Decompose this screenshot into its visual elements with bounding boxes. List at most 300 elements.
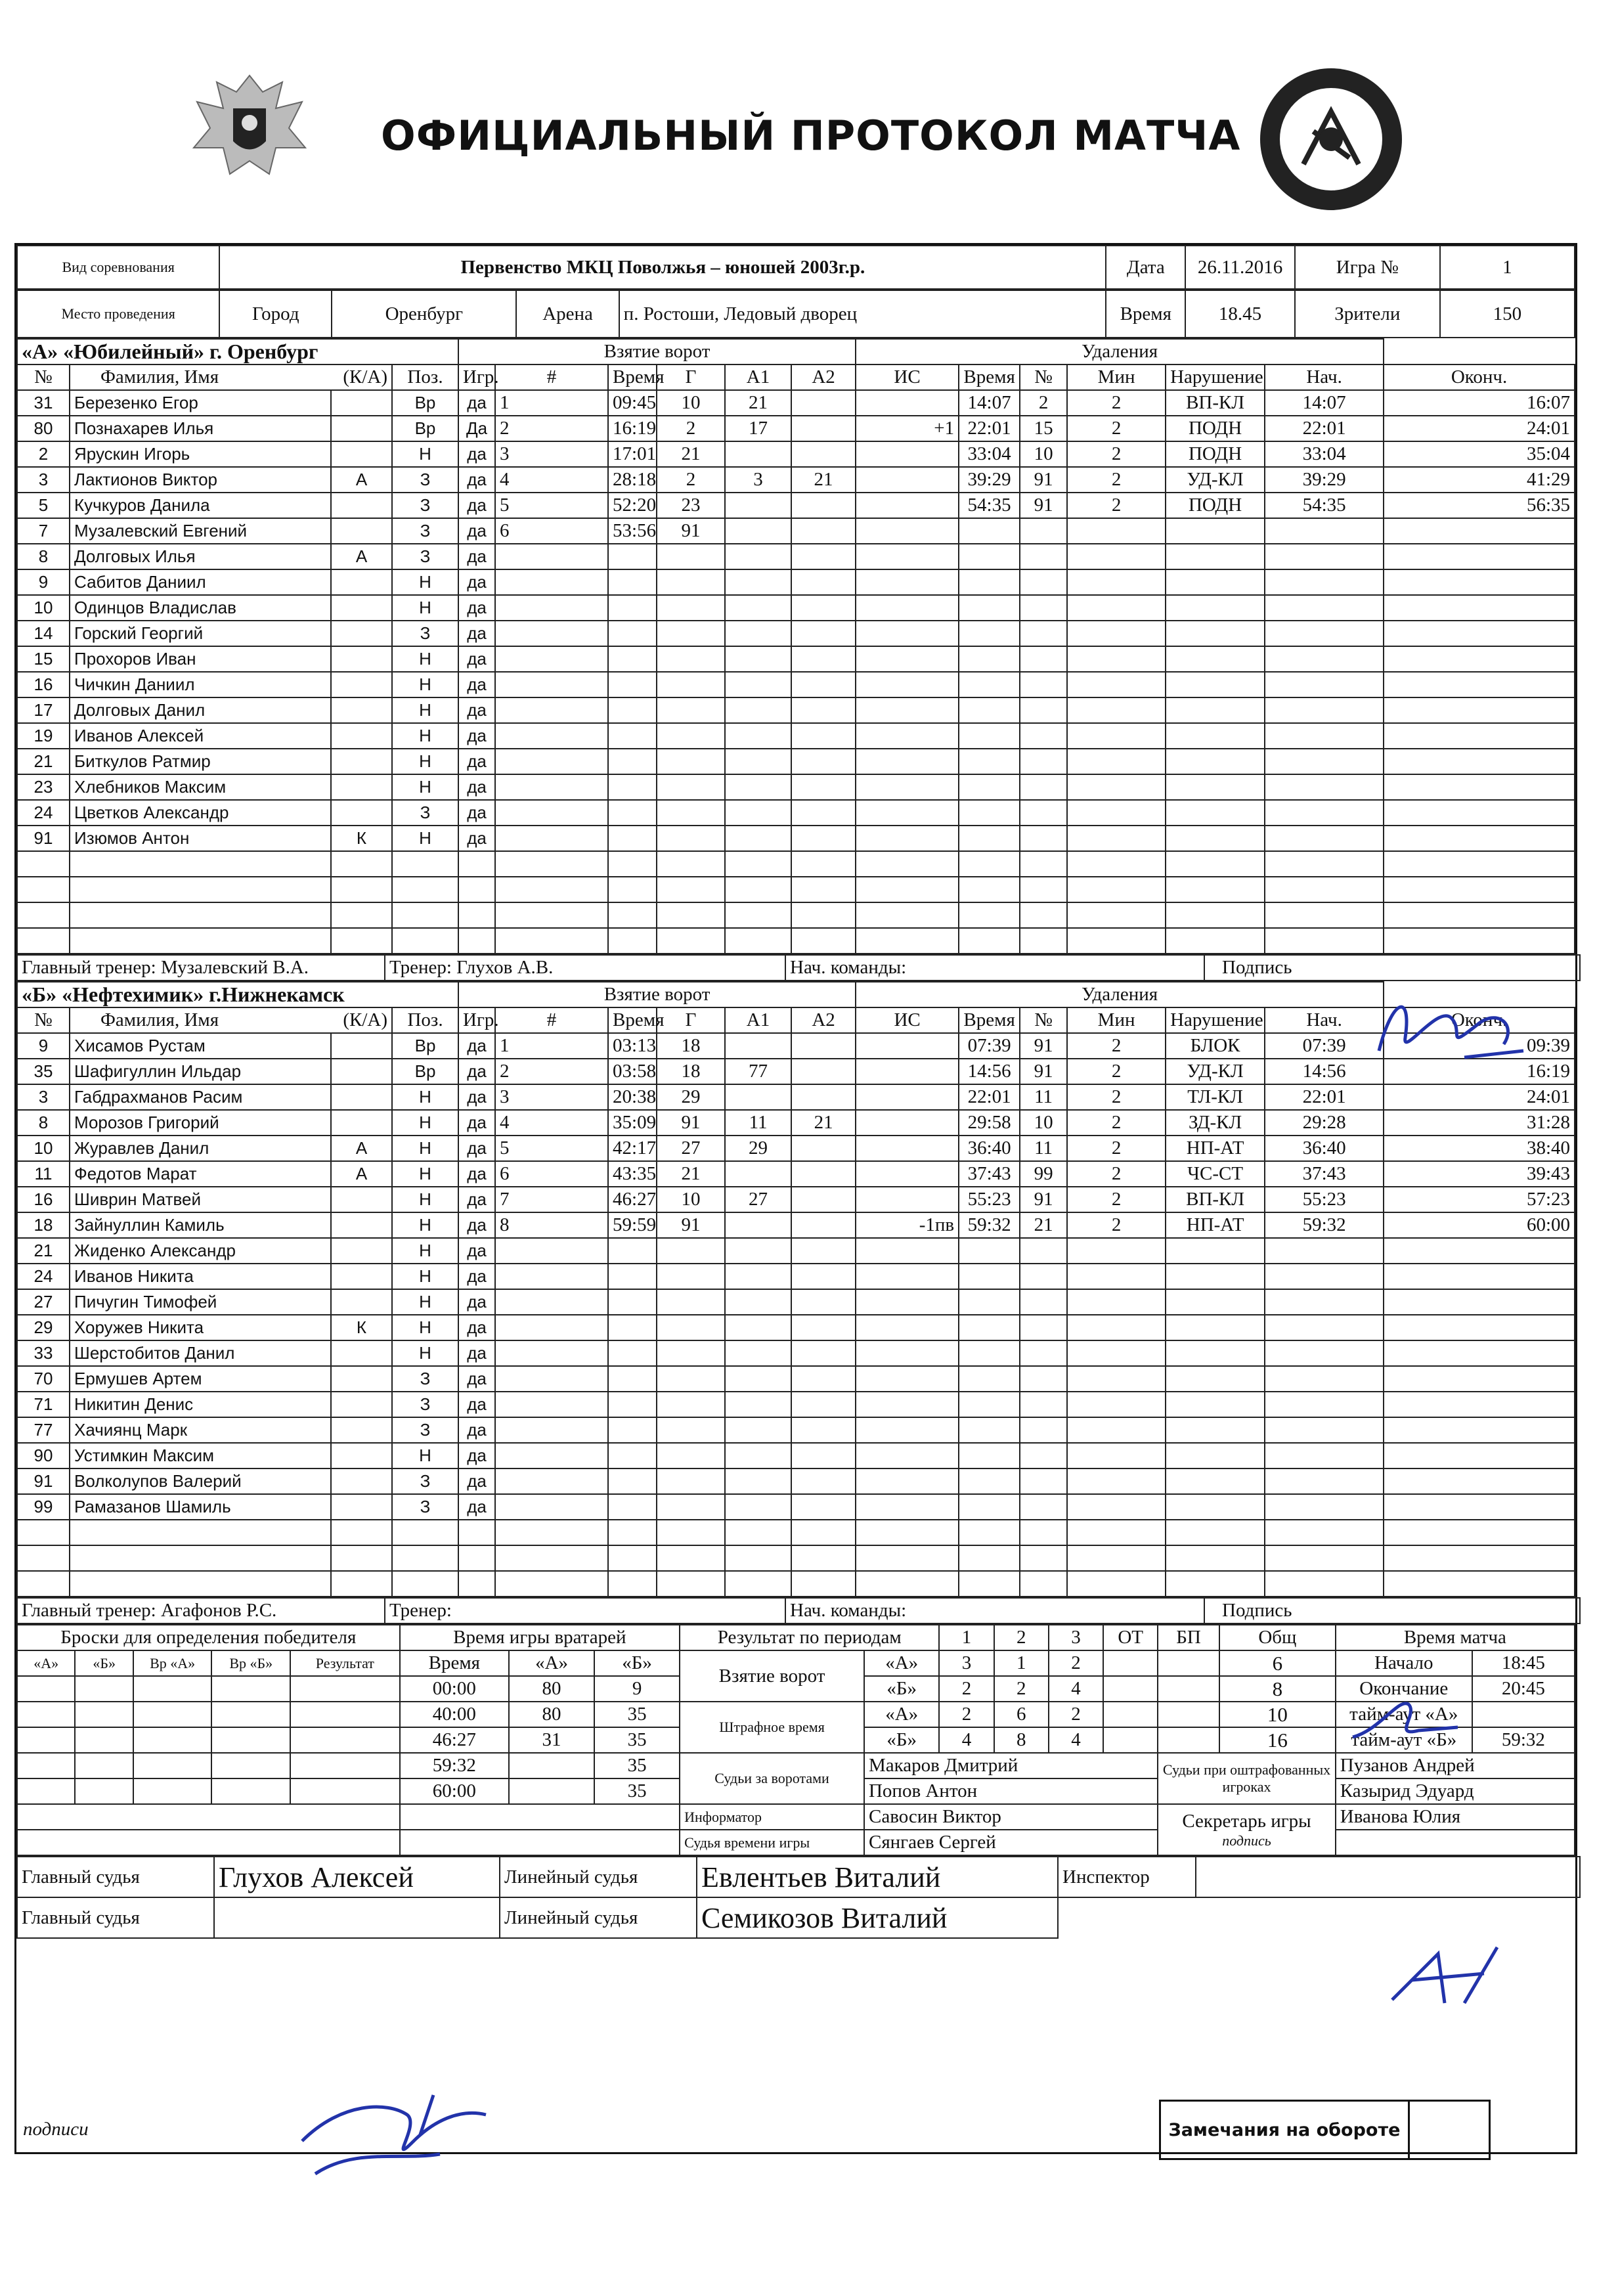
goalie-cell [400,1830,680,1855]
goalie-row-a: 80 [509,1702,594,1727]
player-number: 10 [17,1136,70,1161]
penalty-start [1265,595,1384,621]
penalty-end [1384,902,1575,928]
shootout-cell [17,1676,75,1702]
penalty-infraction [1166,1468,1265,1494]
penalty-infraction: ВП-КЛ [1166,1187,1265,1212]
table-row [17,544,1575,569]
col-header-a2: А2 [791,364,856,390]
pim-b-label: «Б» [864,1727,939,1753]
goal-time [608,1289,657,1315]
table-row [17,1136,1575,1161]
penalty-time [959,1340,1020,1366]
penalty-start: 39:29 [1265,467,1384,493]
player-position: Н [392,774,458,800]
remarks-box [1159,2100,1491,2160]
penalty-start [1265,1545,1384,1571]
player-position [392,877,458,902]
player-played: да [458,749,495,774]
goal-situation [856,646,959,672]
table-row [17,1212,1575,1238]
penalty-infraction [1166,1289,1265,1315]
goal-assist-2 [791,1187,856,1212]
goal-scorer [657,672,725,697]
penalty-infraction [1166,1315,1265,1340]
goal-situation [856,1238,959,1264]
goal-assist-2 [791,1520,856,1545]
table-row [17,723,1575,749]
goal-assist-1 [725,1212,791,1238]
table-row [17,672,1575,697]
goal-time: 03:58 [608,1059,657,1084]
penalty-infraction [1166,544,1265,569]
table-row [17,1059,1575,1084]
shootout-cell [211,1778,290,1804]
penalty-start [1265,1340,1384,1366]
player-name: Хисамов Рустам [70,1033,331,1059]
goal-situation [856,877,959,902]
shootout-gk-b-header: Вр «Б» [211,1650,290,1676]
penalty-end [1384,1520,1575,1545]
player-position: Н [392,1187,458,1212]
penalty-end: 16:07 [1384,390,1575,416]
goal-assist-1 [725,928,791,954]
player-name: Горский Георгий [70,621,331,646]
penalty-start [1265,621,1384,646]
penalty-start [1265,1468,1384,1494]
goal-assist-1 [725,493,791,518]
player-position: Н [392,1110,458,1136]
player-position: Н [392,1443,458,1468]
player-role [331,621,392,646]
team-a-manager: Нач. команды: [785,955,1204,981]
penalty-end [1384,646,1575,672]
col-header-name [70,364,392,390]
total-header: Общ [1219,1625,1336,1650]
goal-situation: -1пв [856,1212,959,1238]
penalty-time [959,1468,1020,1494]
period-cell: 8 [1219,1676,1336,1702]
col-header-vremya: Время [959,1007,1020,1033]
player-position: Н [392,1238,458,1264]
penalties-section-label: Удаления [856,982,1384,1007]
goal-situation [856,1136,959,1161]
penalty-end: 09:39 [1384,1033,1575,1059]
officials-table [16,1856,1581,1939]
penalty-infraction: ПОДН [1166,493,1265,518]
penalty-time [959,826,1020,851]
goal-assist-1: 29 [725,1136,791,1161]
goal-time [608,544,657,569]
penalty-end [1384,723,1575,749]
player-name: Рамазанов Шамиль [70,1494,331,1520]
player-position: З [392,544,458,569]
period-cell: 4 [939,1727,994,1753]
timeout-b-label: тайм-аут «Б» [1336,1727,1472,1753]
player-played: да [458,697,495,723]
penalty-time: 54:35 [959,493,1020,518]
goal-assist-1: 27 [725,1187,791,1212]
col-header-start: Нач. [1265,1007,1384,1033]
period-cell: 3 [939,1650,994,1676]
penalty-player: 99 [1020,1161,1067,1187]
period-cell [1158,1727,1219,1753]
goal-situation [856,774,959,800]
player-number [17,928,70,954]
penalty-infraction [1166,1340,1265,1366]
goal-assist-1: 3 [725,467,791,493]
match-end-label: Окончание [1336,1676,1472,1702]
goal-assist-1 [725,595,791,621]
col-header-pos: Поз. [392,364,458,390]
goalie-time-label: Время игры вратарей [400,1625,680,1650]
goal-scorer: 2 [657,416,725,441]
period-cell: 2 [1049,1650,1103,1676]
goal-number [495,697,608,723]
penalty-minutes: 2 [1067,1084,1166,1110]
penalty-infraction [1166,621,1265,646]
penalty-start [1265,774,1384,800]
penalty-player: 91 [1020,493,1067,518]
penalty-minutes [1067,851,1166,877]
penalty-end [1384,826,1575,851]
goal-time: 53:56 [608,518,657,544]
goal-time: 46:27 [608,1187,657,1212]
goal-number: 1 [495,390,608,416]
goal-scorer: 91 [657,1212,725,1238]
timeout-a-value [1472,1702,1575,1727]
penalty-start [1265,928,1384,954]
goal-number [495,851,608,877]
goal-number [495,1417,608,1443]
goals-by-period-label: Взятие ворот [680,1650,864,1702]
penalty-time: 39:29 [959,467,1020,493]
referee-2-value [214,1897,500,1938]
player-number: 80 [17,416,70,441]
player-role [331,774,392,800]
goal-situation [856,697,959,723]
player-played: да [458,390,495,416]
shootout-cell [75,1702,133,1727]
col-header-start: Нач. [1265,364,1384,390]
player-number: 24 [17,800,70,826]
player-position: Н [392,672,458,697]
penalty-infraction [1166,1417,1265,1443]
goals-a-label: «А» [864,1650,939,1676]
penalty-end [1384,1417,1575,1443]
col-header-igr: Игр. [458,364,495,390]
goals-section-label: Взятие ворот [458,982,856,1007]
player-role [331,595,392,621]
player-played: да [458,569,495,595]
col-header-end: Оконч. [1384,364,1575,390]
player-number: 18 [17,1212,70,1238]
penalty-end [1384,1315,1575,1340]
goal-time [608,749,657,774]
penalty-player: 91 [1020,1059,1067,1084]
player-number: 10 [17,595,70,621]
penalty-start: 29:28 [1265,1110,1384,1136]
inspector-label: Инспектор [1058,1857,1196,1897]
place-label: Место проведения [17,290,219,338]
penalty-end: 38:40 [1384,1136,1575,1161]
player-position: Н [392,595,458,621]
goal-assist-1 [725,1238,791,1264]
penalty-infraction [1166,595,1265,621]
shootout-b-header: «Б» [75,1650,133,1676]
penalty-player [1020,800,1067,826]
player-role [331,1443,392,1468]
penalty-infraction [1166,826,1265,851]
penalty-minutes [1067,621,1166,646]
player-played: да [458,646,495,672]
team-b-signature-label: Подпись [1204,1598,1580,1623]
penalty-minutes [1067,595,1166,621]
penalty-time: 59:32 [959,1212,1020,1238]
player-position [392,902,458,928]
player-position: З [392,518,458,544]
referee-label: Главный судья [17,1857,214,1897]
penalty-start [1265,569,1384,595]
player-number: 3 [17,1084,70,1110]
penalty-end: 35:04 [1384,441,1575,467]
penalty-player [1020,749,1067,774]
team-b-title: «Б» «Нефтехимик» г.Нижнекамск [17,982,458,1007]
table-row [17,902,1575,928]
city-value: Оренбург [332,290,516,338]
penalty-minutes [1067,1520,1166,1545]
goal-situation [856,595,959,621]
penalty-end: 39:43 [1384,1161,1575,1187]
player-played: да [458,1033,495,1059]
table-row [17,697,1575,723]
goal-assist-2 [791,1059,856,1084]
player-position: Вр [392,416,458,441]
shootout-cell [290,1753,400,1778]
goal-assist-2 [791,877,856,902]
penalty-end [1384,697,1575,723]
penalty-end: 24:01 [1384,416,1575,441]
goal-assist-2 [791,928,856,954]
goal-scorer [657,646,725,672]
goal-scorer: 10 [657,390,725,416]
penalty-infraction [1166,697,1265,723]
period-3-header: 3 [1049,1625,1103,1650]
penalty-minutes [1067,928,1166,954]
goal-situation [856,1340,959,1366]
player-position: Вр [392,390,458,416]
goal-scorer: 18 [657,1033,725,1059]
penalty-start [1265,1571,1384,1597]
goal-time: 42:17 [608,1136,657,1161]
col-header-pmin: Мин [1067,364,1166,390]
goal-number [495,1468,608,1494]
penalty-player [1020,672,1067,697]
player-position: Н [392,697,458,723]
penalty-player: 91 [1020,467,1067,493]
penalty-infraction [1166,902,1265,928]
player-name [70,902,331,928]
game-value: 1 [1440,246,1575,289]
table-row [17,1545,1575,1571]
goal-time [608,723,657,749]
penalty-end [1384,1468,1575,1494]
penalty-minutes [1067,1264,1166,1289]
goal-scorer [657,595,725,621]
penalty-minutes: 2 [1067,1110,1166,1136]
col-header-end: Оконч. [1384,1007,1575,1033]
player-name: Березенко Егор [70,390,331,416]
table-row [17,1289,1575,1315]
goal-number: 6 [495,1161,608,1187]
penalty-end: 57:23 [1384,1187,1575,1212]
goal-assist-2 [791,518,856,544]
penalty-player [1020,621,1067,646]
penalty-minutes: 2 [1067,441,1166,467]
goal-time: 43:35 [608,1161,657,1187]
player-played [458,1545,495,1571]
goal-assist-2 [791,646,856,672]
goal-judges-label: Судьи за воротами [680,1753,864,1804]
penalty-player [1020,1340,1067,1366]
penalty-time [959,595,1020,621]
player-position: Н [392,569,458,595]
table-row [17,1417,1575,1443]
penalty-end: 56:35 [1384,493,1575,518]
player-number: 27 [17,1289,70,1315]
goal-situation [856,1187,959,1212]
player-role [331,441,392,467]
shootout-cell [17,1804,400,1830]
player-played: да [458,595,495,621]
player-played: Да [458,416,495,441]
table-row [17,774,1575,800]
goal-assist-2 [791,1571,856,1597]
goal-time: 59:59 [608,1212,657,1238]
penalty-player [1020,1468,1067,1494]
penalty-start [1265,646,1384,672]
player-name: Хоружев Никита [70,1315,331,1340]
goal-assist-2 [791,621,856,646]
player-played: да [458,1110,495,1136]
col-header-num: № [17,1007,70,1033]
goal-situation [856,1315,959,1340]
table-row [17,1084,1575,1110]
goal-time: 17:01 [608,441,657,467]
goal-assist-2 [791,1468,856,1494]
player-position [392,928,458,954]
col-header-pnum: № [1020,364,1067,390]
goal-scorer [657,928,725,954]
player-played: да [458,1084,495,1110]
shootout-gk-a-header: Вр «А» [133,1650,212,1676]
goalie-row-b: 35 [594,1753,680,1778]
table-row [17,826,1575,851]
goal-number: 4 [495,467,608,493]
player-played: да [458,1494,495,1520]
player-name: Шиврин Матвей [70,1187,331,1212]
penalty-start [1265,749,1384,774]
player-number: 77 [17,1417,70,1443]
period-cell: 6 [994,1702,1049,1727]
player-name [70,928,331,954]
penalty-time [959,877,1020,902]
goal-situation [856,1571,959,1597]
penalty-end [1384,851,1575,877]
ot-header: ОТ [1103,1625,1158,1650]
goal-situation [856,1392,959,1417]
player-role [331,1366,392,1392]
player-number: 21 [17,749,70,774]
goal-number: 5 [495,1136,608,1161]
player-name: Ермушев Артем [70,1366,331,1392]
penalty-player [1020,928,1067,954]
goal-situation [856,928,959,954]
player-played: да [458,1392,495,1417]
goal-assist-2 [791,1340,856,1366]
goal-scorer [657,1571,725,1597]
match-meta [16,245,1575,290]
col-header-a2: А2 [791,1007,856,1033]
penalty-player [1020,1238,1067,1264]
linesman-label: Линейный судья [500,1857,697,1897]
team-a-title: «А» «Юбилейный» г. Оренбург [17,339,458,364]
period-cell: 6 [1219,1650,1336,1676]
goal-situation [856,1443,959,1468]
player-number: 35 [17,1059,70,1084]
penalty-time [959,1545,1020,1571]
goal-scorer: 2 [657,467,725,493]
penalty-start: 54:35 [1265,493,1384,518]
penalty-minutes: 2 [1067,1212,1166,1238]
col-header-hash: # [495,364,608,390]
goalie-row-a [509,1778,594,1804]
goal-number [495,1238,608,1264]
goal-time: 20:38 [608,1084,657,1110]
goalie-row-time: 46:27 [400,1727,509,1753]
penalty-player [1020,1366,1067,1392]
goal-assist-1 [725,1417,791,1443]
table-row [17,621,1575,646]
goal-time [608,877,657,902]
penalty-end [1384,928,1575,954]
goal-assist-1 [725,544,791,569]
player-number: 91 [17,1468,70,1494]
goal-scorer [657,1520,725,1545]
goal-number [495,1443,608,1468]
goal-scorer [657,851,725,877]
penalty-infraction: ЧС-СТ [1166,1161,1265,1187]
penalty-player [1020,646,1067,672]
penalty-start [1265,1264,1384,1289]
goal-scorer [657,800,725,826]
goal-situation [856,1264,959,1289]
player-role [331,1340,392,1366]
goal-situation [856,467,959,493]
player-role [331,1033,392,1059]
penalty-start [1265,518,1384,544]
goal-scorer [657,1392,725,1417]
penalty-time [959,672,1020,697]
goalie-row-a [509,1753,594,1778]
goalie-row-time: 00:00 [400,1676,509,1702]
goal-time [608,1417,657,1443]
goal-scorer [657,1238,725,1264]
penalty-minutes: 2 [1067,416,1166,441]
penalty-minutes [1067,1340,1166,1366]
goal-time [608,800,657,826]
penalty-start: 55:23 [1265,1187,1384,1212]
